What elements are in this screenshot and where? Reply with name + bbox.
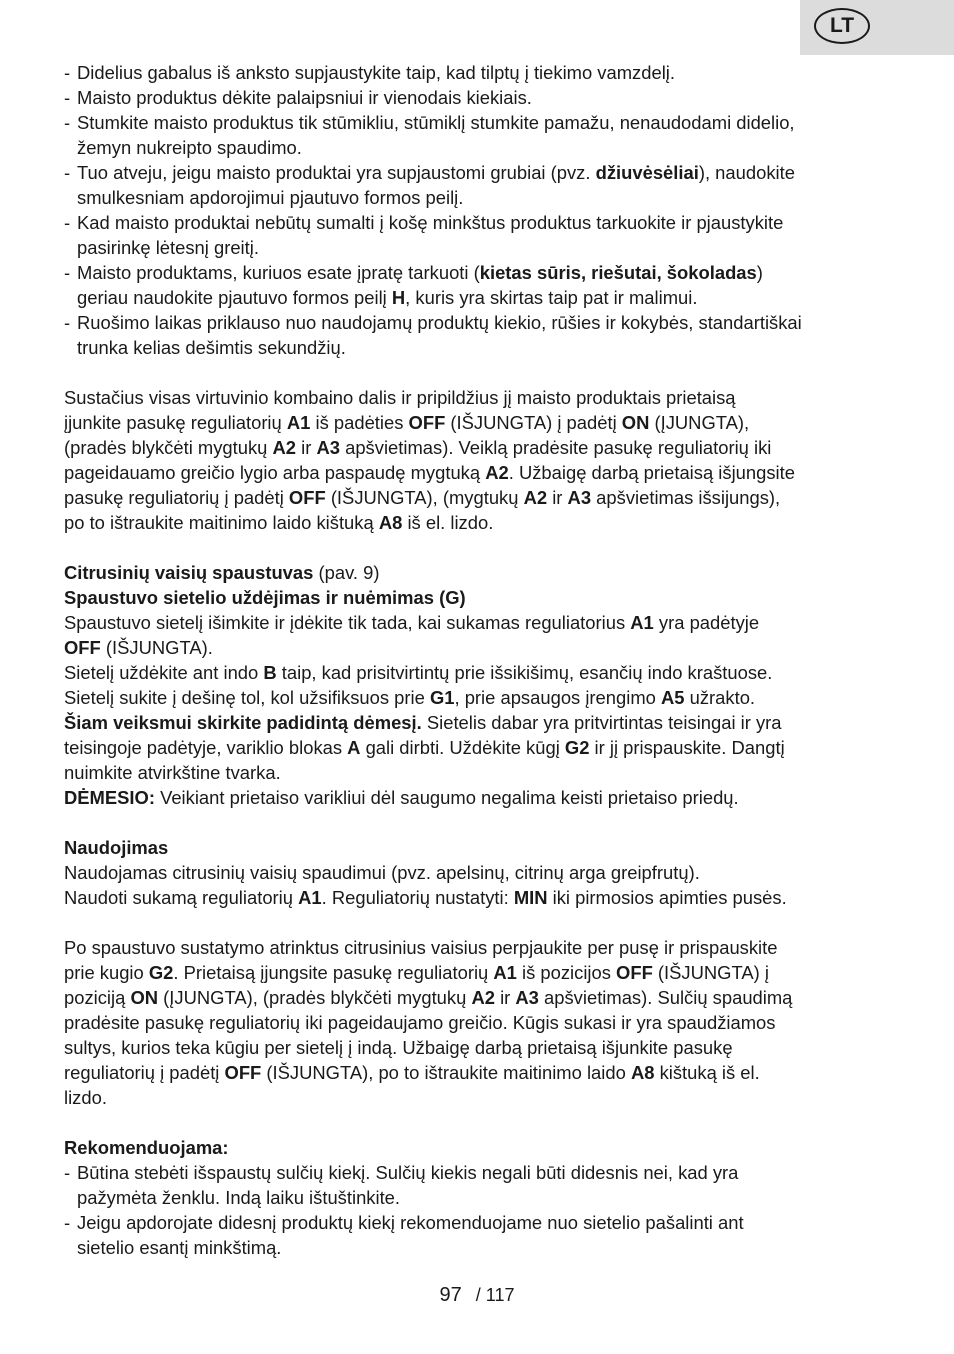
text-line: teisingoje padėtyje, variklio blokas A gali dirbti. Uždėkite kūgį G2 ir jį prispauskite. Dangtį (64, 737, 785, 758)
text-line: (pradės blykčėti mygtukų A2 ir A3 apšvietimas). Veiklą pradėsite pasukę reguliatorių iki (64, 437, 772, 458)
text-line: žemyn nukreipto spaudimo. (77, 137, 302, 158)
list-bullet: - (64, 1162, 71, 1183)
text-line: nuimkite atvirkštine tvarka. (64, 762, 281, 783)
text-line: Naudojamas citrusinių vaisių spaudimui (pvz. apelsinų, citrinų arga greipfrutų). (64, 862, 700, 883)
text-line: sietelio esantį minkštimą. (77, 1237, 282, 1258)
text-line: prie kugio G2. Prietaisą įjungsite pasukę reguliatorių A1 iš pozicijos OFF (IŠJUNGTA) į (64, 962, 769, 983)
list-item (64, 210, 894, 260)
list-item (64, 1210, 894, 1260)
text-line: Sietelį uždėkite ant indo B taip, kad prisitvirtintų prie išsikišimų, esančių indo kraštuose. (64, 662, 773, 683)
text-line: trunka kelias dešimtis sekundžių. (77, 337, 346, 358)
list-item (64, 1160, 894, 1210)
text-line: geriau naudokite pjautuvo formos peilį H, kuris yra skirtas taip pat ir malimui. (77, 287, 698, 308)
text-line: Ruošimo laikas priklauso nuo naudojamų produktų kiekio, rūšies ir kokybės, standartiškai (77, 312, 802, 333)
text-line: po to ištraukite maitinimo laido kištuką A8 iš el. lizdo. (64, 512, 494, 533)
text-line: Naudojimas (64, 837, 169, 858)
text-line: Spaustuvo sietelį išimkite ir įdėkite tik tada, kai sukamas reguliatorius A1 yra padėtyje (64, 612, 760, 633)
text-line: Didelius gabalus iš anksto supjaustykite taip, kad tilptų į tiekimo vamzdelį. (77, 62, 675, 83)
text-line: reguliatorių į padėtį OFF (IŠJUNGTA), po to ištraukite maitinimo laido A8 kištuką iš el. (64, 1062, 760, 1083)
list-item (64, 260, 894, 310)
list-bullet: - (64, 1212, 71, 1233)
list-item (64, 110, 894, 160)
list-bullet: - (64, 162, 71, 183)
operation-paragraph (64, 385, 894, 535)
text-line: įjunkite pasukę reguliatorių A1 iš padėties OFF (IŠJUNGTA) į padėtį ON (ĮJUNGTA), (64, 412, 750, 433)
text-line: pasirinkę lėtesnį greitį. (77, 237, 259, 258)
list-item (64, 60, 894, 85)
juicing-paragraph (64, 935, 894, 1110)
list-bullet: - (64, 87, 71, 108)
text-line: Tuo atveju, jeigu maisto produktai yra supjaustomi grubiai (pvz. džiuvėsėliai), naudokite (77, 162, 795, 183)
text-line: pažymėta ženklu. Indą laiku ištuštinkite. (77, 1187, 401, 1208)
text-line: Stumkite maisto produktus tik stūmikliu, stūmiklį stumkite pamažu, nenaudodami didelio, (77, 112, 795, 133)
text-line: Kad maisto produktai nebūtų sumalti į košę minkštus produktus tarkuokite ir pjaustykite (77, 212, 784, 233)
recommendations-list (64, 1160, 894, 1260)
page-number: 97 (439, 1284, 462, 1306)
text-line: pradėsite pasukę reguliatorių iki pageidaujamo greičio. Kūgis sukasi ir yra spaudžiamos (64, 1012, 776, 1033)
text-line: Maisto produktus dėkite palaipsniui ir vienodais kiekiais. (77, 87, 532, 108)
text-line: Sietelį sukite į dešinę tol, kol užsifiksuos prie G1, prie apsaugos įrengimo A5 užrakto. (64, 687, 756, 708)
text-line: Maisto produktams, kuriuos esate įpratę tarkuoti (kietas sūris, riešutai, šokoladas) (77, 262, 763, 283)
citrus-press-section (64, 560, 894, 810)
text-line: lizdo. (64, 1087, 107, 1108)
list-item (64, 310, 894, 360)
page-total: / 117 (475, 1285, 515, 1305)
tips-list (64, 60, 894, 360)
page-footer (0, 1284, 954, 1307)
text-line: pasukę reguliatorių į padėtį OFF (IŠJUNGTA), (mygtukų A2 ir A3 apšvietimas išsijungs), (64, 487, 781, 508)
text-line: pageidauamo greičio lygio arba paspaudę mygtuką A2. Užbaigę darbą prietaisą išjungsite (64, 462, 795, 483)
text-line: smulkesniam apdorojimui pjautuvo formos peilį. (77, 187, 464, 208)
recommendations-section (64, 1135, 894, 1260)
text-line: poziciją ON (ĮJUNGTA), (pradės blykčėti mygtukų A2 ir A3 apšvietimas). Sulčių spaudimą (64, 987, 793, 1008)
list-item (64, 85, 894, 110)
text-line: OFF (IŠJUNGTA). (64, 637, 213, 658)
page-content (64, 60, 894, 1260)
list-item (64, 160, 894, 210)
text-line: DĖMESIO: Veikiant prietaiso varikliui dėl saugumo negalima keisti prietaiso priedų. (64, 787, 739, 808)
list-bullet: - (64, 262, 71, 283)
text-line: Spaustuvo sietelio uždėjimas ir nuėmimas (G) (64, 587, 466, 608)
language-badge: LT (814, 8, 870, 44)
language-tab (800, 0, 954, 55)
list-bullet: - (64, 62, 71, 83)
text-line: Būtina stebėti išspaustų sulčių kiekį. Sulčių kiekis negali būti didesnis nei, kad yra (77, 1162, 739, 1183)
recommendations-heading: Rekomenduojama: (64, 1137, 229, 1158)
text-line: sultys, kurios teka kūgiu per sietelį į indą. Užbaigę darbą prietaisą išjunkite pasukę (64, 1037, 733, 1058)
list-bullet: - (64, 312, 71, 333)
text-line: Jeigu apdorojate didesnį produktų kiekį rekomenduojame nuo sietelio pašalinti ant (77, 1212, 744, 1233)
text-line: Naudoti sukamą reguliatorių A1. Reguliatorių nustatyti: MIN iki pirmosios apimties pusės. (64, 887, 787, 908)
text-line: Citrusinių vaisių spaustuvas (pav. 9) (64, 562, 380, 583)
text-line: Po spaustuvo sustatymo atrinktus citrusinius vaisius perpjaukite per pusę ir prispauskite (64, 937, 778, 958)
text-line: Sustačius visas virtuvinio kombaino dalis ir pripildžius jį maisto produktais prietaisą (64, 387, 736, 408)
list-bullet: - (64, 212, 71, 233)
list-bullet: - (64, 112, 71, 133)
usage-section (64, 835, 894, 910)
text-line: Šiam veiksmui skirkite padidintą dėmesį. Sietelis dabar yra pritvirtintas teisingai ir yra (64, 712, 782, 733)
